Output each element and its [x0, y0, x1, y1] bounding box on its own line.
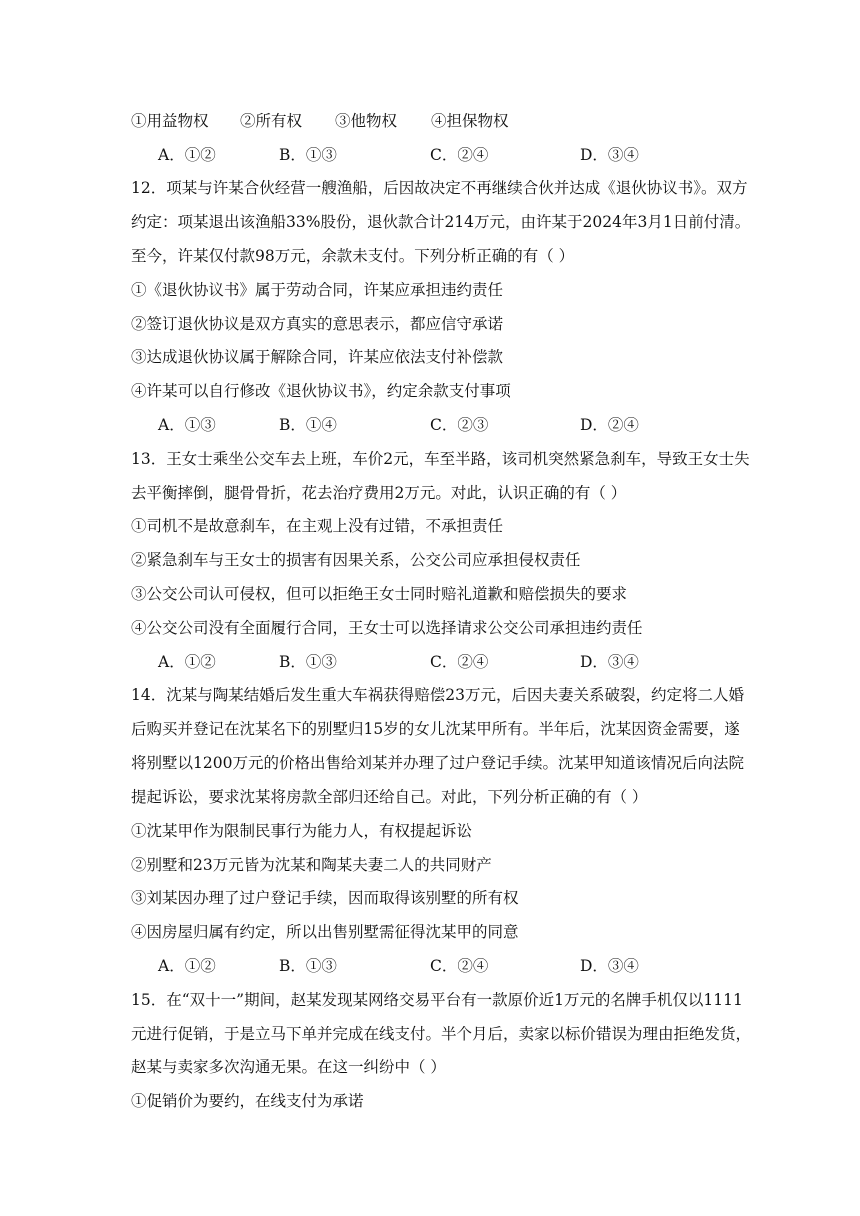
question-15-line: 15．在“双十一”期间，赵某发现某网络交易平台有一款原价近1万元的名牌手机仅以1111 — [131, 991, 743, 1009]
question-14-line: 后购买并登记在沈某名下的别墅归15岁的女儿沈某甲所有。半年后，沈某因资金需要，遂 — [131, 720, 740, 738]
option-b: B．①④ — [279, 416, 337, 434]
question-13-line: 去平衡摔倒，腿骨骨折，花去治疗费用2万元。对此，认识正确的有（ ） — [131, 484, 627, 502]
options-row — [158, 415, 678, 435]
question-13-line: 13．王女士乘坐公交车去上班，车价2元，车至半路，该司机突然紧急刹车，导致王女士失 — [131, 450, 750, 468]
question-12-line: 至今，许某仅付款98万元，余款未支付。下列分析正确的有（ ） — [131, 247, 575, 265]
item-text: ②所有权 — [240, 112, 303, 130]
item-text: ①用益物权 — [131, 112, 209, 130]
question-14-line: 将别墅以1200万元的价格出售给刘某并办理了过户登记手续。沈某甲知道该情况后向法院 — [131, 754, 744, 772]
question-12-line: 12．项某与许某合伙经营一艘渔船，后因故决定不再继续合伙并达成《退伙协议书》。双方 — [131, 179, 748, 197]
option-a: A．①② — [158, 653, 216, 671]
option-d: D．③④ — [580, 957, 639, 975]
statement: ④许某可以自行修改《退伙协议书》，约定余款支付事项 — [131, 382, 511, 400]
option-a: A．①③ — [158, 416, 216, 434]
statement: ④公交公司没有全面履行合同，王女士可以选择请求公交公司承担违约责任 — [131, 619, 643, 637]
option-b: B．①③ — [279, 146, 337, 164]
statement: ③公交公司认可侵权，但可以拒绝王女士同时赔礼道歉和赔偿损失的要求 — [131, 585, 628, 603]
statement: ①司机不是故意刹车，在主观上没有过错，不承担责任 — [131, 517, 504, 535]
question-15-line: 元进行促销，于是立马下单并完成在线支付。半个月后，卖家以标价错误为理由拒绝发货， — [131, 1025, 752, 1043]
option-d: D．③④ — [580, 653, 639, 671]
statement: ②签订退伙协议是双方真实的意思表示，都应信守承诺 — [131, 315, 504, 333]
question-15-line: 赵某与卖家多次沟通无果。在这一纠纷中（ ） — [131, 1058, 446, 1076]
item-text: ③他物权 — [335, 112, 398, 130]
option-c: C．②④ — [430, 653, 489, 671]
question-14-line: 14．沈某与陶某结婚后发生重大车祸获得赔偿23万元，后因夫妻关系破裂，约定将二人婚 — [131, 686, 744, 704]
option-c: C．②④ — [430, 957, 489, 975]
options-row — [158, 652, 678, 672]
option-b: B．①③ — [279, 957, 337, 975]
statement: ③刘某因办理了过户登记手续，因而取得该别墅的所有权 — [131, 889, 519, 907]
answer-items-row — [131, 111, 551, 131]
options-row — [158, 145, 678, 165]
question-14-line: 提起诉讼，要求沈某将房款全部归还给自己。对此，下列分析正确的有（ ） — [131, 788, 648, 806]
option-d: D．③④ — [580, 146, 639, 164]
option-b: B．①③ — [279, 653, 337, 671]
statement: ①沈某甲作为限制民事行为能力人，有权提起诉讼 — [131, 822, 473, 840]
option-a: A．①② — [158, 957, 216, 975]
statement: ②别墅和23万元皆为沈某和陶某夫妻二人的共同财产 — [131, 856, 492, 874]
option-c: C．②③ — [430, 416, 489, 434]
statement: ③达成退伙协议属于解除合同，许某应依法支付补偿款 — [131, 348, 504, 366]
item-text: ④担保物权 — [431, 112, 509, 130]
statement: ④因房屋归属有约定，所以出售别墅需征得沈某甲的同意 — [131, 923, 519, 941]
statement: ②紧急刹车与王女士的损害有因果关系，公交公司应承担侵权责任 — [131, 551, 581, 569]
statement: ①促销价为要约，在线支付为承诺 — [131, 1092, 364, 1110]
option-a: A．①② — [158, 146, 216, 164]
options-row — [158, 956, 678, 976]
statement: ①《退伙协议书》属于劳动合同，许某应承担违约责任 — [131, 281, 504, 299]
option-d: D．②④ — [580, 416, 639, 434]
question-12-line: 约定：项某退出该渔船33%股份，退伙款合计214万元，由许某于2024年3月1日前付清。 — [131, 213, 751, 231]
option-c: C．②④ — [430, 146, 489, 164]
